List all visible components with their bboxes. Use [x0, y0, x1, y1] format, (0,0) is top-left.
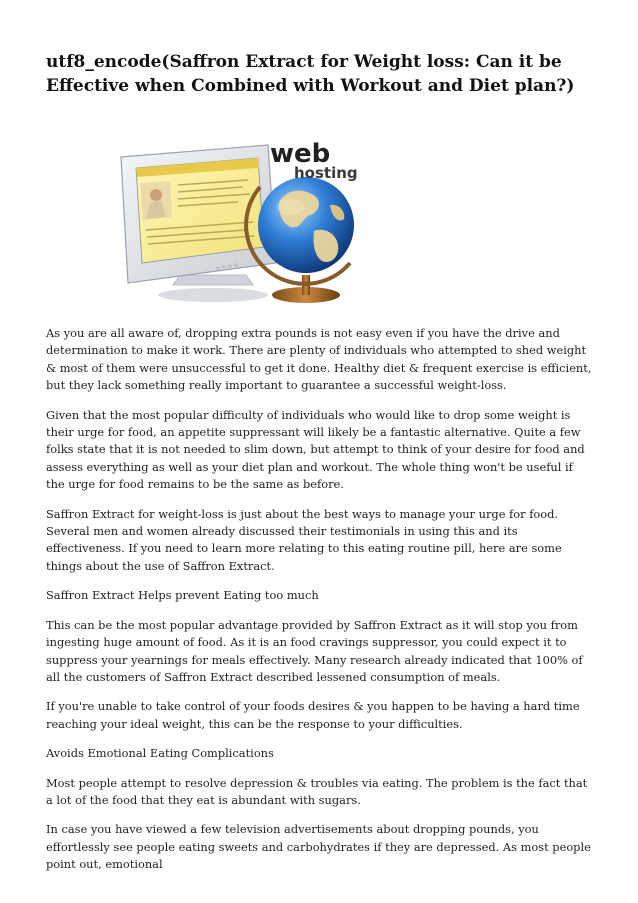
- paragraph: This can be the most popular advantage provided by Saffron Extract as it will stop you from ingesting huge amount of food. As it is an food cravings suppressor, you could expect it to suppress your yearnings for meals effectively. Many research already indicated that 100% of all the customers of Saffron Extract described lessened consumption of meals.: [46, 617, 583, 684]
- wordmark-hosting: hosting: [294, 164, 358, 182]
- paragraph: If you're unable to take control of your foods desires & you happen to be having a hard time reaching your ideal weight, this can be the response to your difficulties.: [46, 699, 580, 731]
- wordmark-web: web: [270, 139, 331, 169]
- paragraph: Most people attempt to resolve depression & troubles via eating. The problem is the fact that a lot of the food that they eat is abundant with sugars.: [46, 775, 588, 807]
- article-body: [46, 325, 594, 886]
- screen-photo-person: [150, 189, 162, 201]
- monitor-shadow: [158, 288, 268, 302]
- globe: [258, 177, 354, 273]
- document-title: utf8_encode(Saffron Extract for Weight loss: Can it be Effective when Combined with Workout and Diet plan?): [46, 52, 575, 96]
- paragraph: Saffron Extract for weight-loss is just about the best ways to manage your urge for food. Several men and women already discussed their testimonials in using this and its effectiveness. If you need to learn more relating to this eating routine pill, here are some things about the use of Saffron Extract.: [46, 506, 562, 573]
- paragraph: Given that the most popular difficulty of individuals who would like to drop some weight is their urge for food, an appetite suppressant will likely be a fantastic alternative. Quite a few folks state that it is not needed to slim down, but attempt to think of your desire for food and assess everything as well as your diet plan and workout. The whole thing won't be useful if the urge for food remains to be the same as before.: [46, 407, 585, 492]
- section-heading: Avoids Emotional Eating Complications: [46, 746, 274, 761]
- web-hosting-illustration: [118, 135, 378, 310]
- paragraph: In case you have viewed a few television advertisements about dropping pounds, you effortlessly see people eating sweets and carbohydrates if they are depressed. As most people point out, emotional: [46, 822, 591, 872]
- paragraph: As you are all aware of, dropping extra pounds is not easy even if you have the drive and determination to make it work. There are plenty of individuals who attempted to shed weight & most of them were unsuccessful to get it done. Healthy diet & frequent exercise is efficient, but they lack something really important to guarantee a successful weight-loss.: [46, 326, 592, 393]
- section-heading: Saffron Extract Helps prevent Eating too much: [46, 588, 319, 603]
- monitor-stand: [173, 275, 253, 285]
